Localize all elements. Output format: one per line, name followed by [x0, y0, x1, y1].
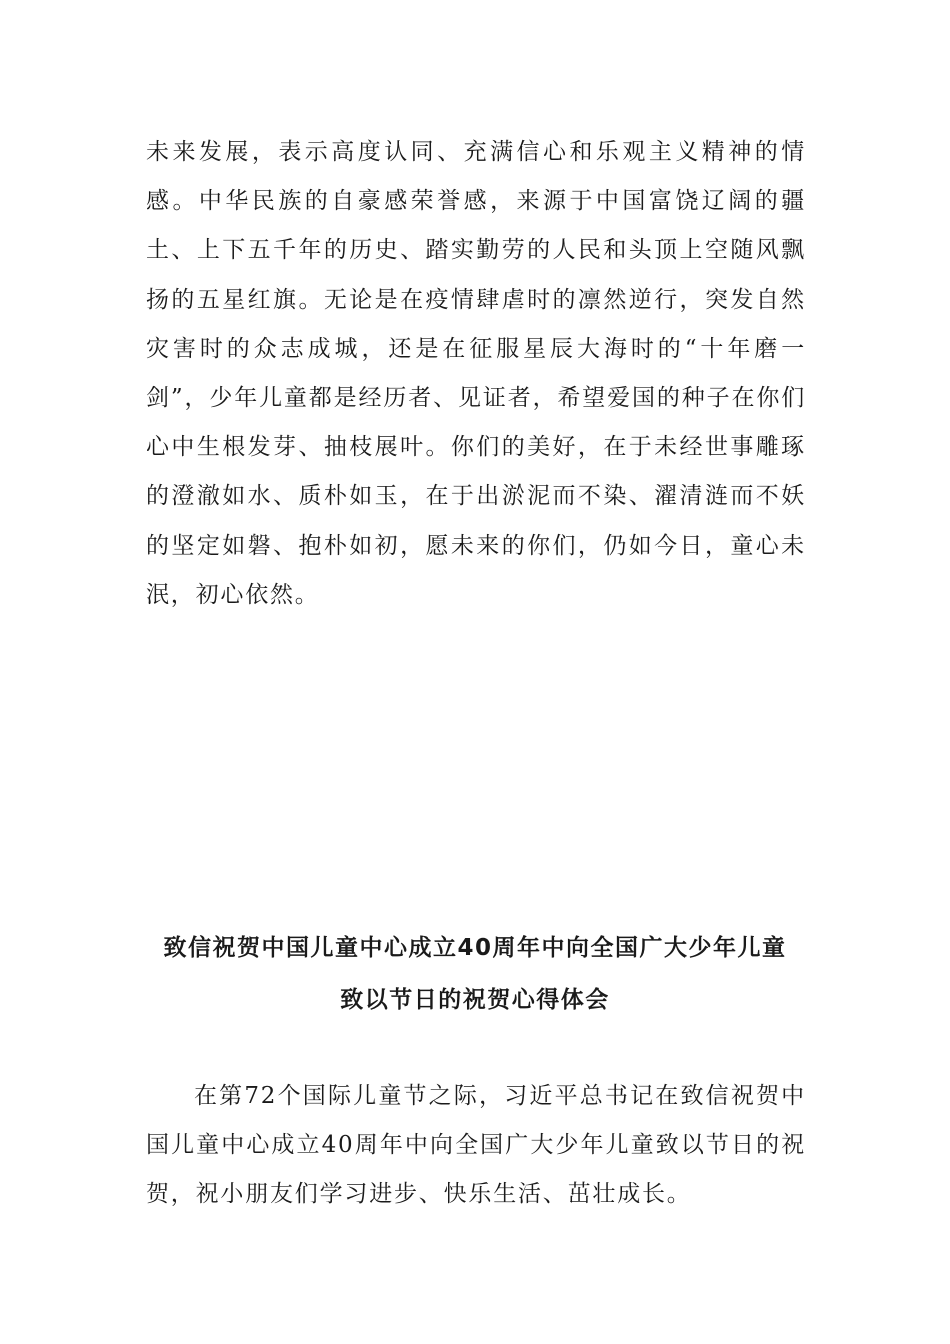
body-paragraph-intro: 在第72个国际儿童节之际，习近平总书记在致信祝贺中国儿童中心成立40周年中向全国广大少年儿童致以节日的祝贺，祝小朋友们学习进步、快乐生活、茁壮成长。 [146, 1083, 806, 1208]
body-paragraph-continued: 未来发展，表示高度认同、充满信心和乐观主义精神的情感。中华民族的自豪感荣誉感，来源于中国富饶辽阔的疆土、上下五千年的历史、踏实勤劳的人民和头顶上空随风飘扬的五星红旗。无论是在疫情肆虐时的凛然逆行，突发自然灾害时的众志成城，还是在征服星辰大海时的“十年磨一剑”，少年儿童都是经历者、见证者，希望爱国的种子在你们心中生根发芽、抽枝展叶。你们的美好，在于未经世事雕琢的澄澈如水、质朴如玉，在于出淤泥而不染、濯清涟而不妖的坚定如磐、抱朴如初，愿未来的你们，仍如今日，童心未泯，初心依然。 [146, 139, 806, 608]
article-title [120, 922, 830, 1026]
article-title-line-1: 致信祝贺中国儿童中心成立40周年中向全国广大少年儿童 [163, 935, 787, 961]
article-title-line-2: 致以节日的祝贺心得体会 [340, 987, 610, 1013]
